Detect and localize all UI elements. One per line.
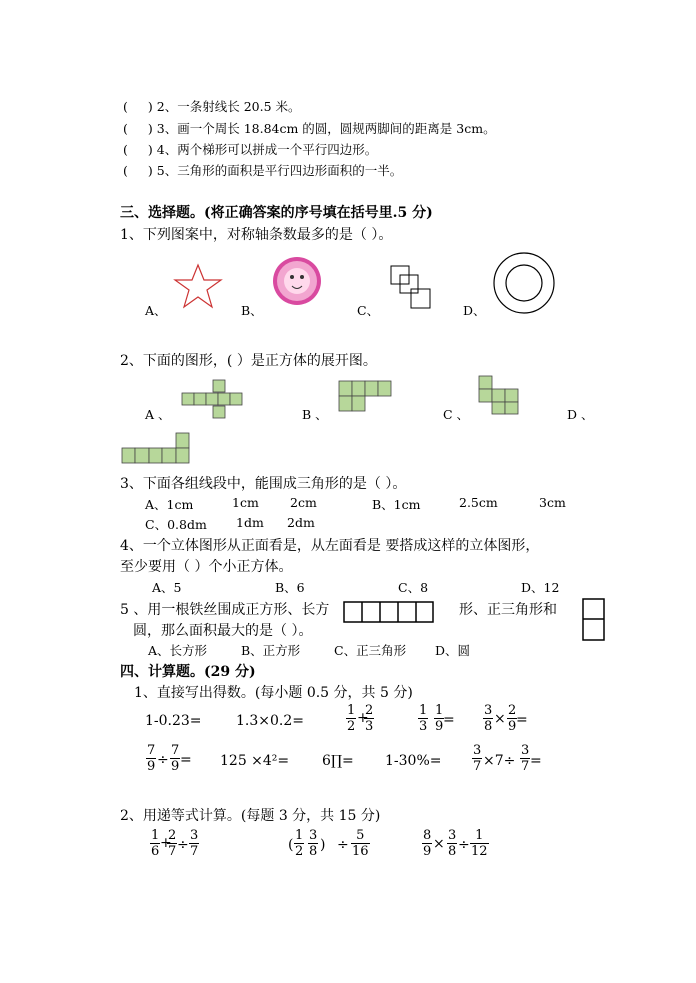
fraction: $\frac{7}{9}$: [147, 743, 156, 774]
question-2: 2、下面的图形，( ）是正方体的展开图。: [120, 353, 377, 369]
judge-item: ( ) 5、三角形的面积是平行四边形面积的一半。: [123, 163, 403, 178]
option-label[interactable]: A、长方形: [148, 643, 208, 658]
fraction: $\frac{1}{2}$: [347, 703, 356, 734]
answer-blank[interactable]: (: [123, 121, 128, 136]
operator: (: [288, 837, 294, 853]
fraction: $\frac{3}{7}$: [473, 743, 482, 774]
option-label[interactable]: D、12: [521, 580, 560, 595]
operator: ×: [494, 711, 506, 727]
fraction: $\frac{2}{3}$: [365, 703, 374, 734]
option-label[interactable]: D、: [463, 303, 486, 318]
option-label[interactable]: D 、: [567, 407, 594, 422]
question-4-line2: 至少要用（ ）个小正方体。: [120, 559, 293, 575]
fraction: $\frac{3}{8}$: [448, 828, 457, 859]
option-label[interactable]: C 、: [443, 407, 470, 422]
operator: ×7÷: [483, 753, 516, 769]
rectangle-of-squares-icon: [343, 601, 435, 623]
option-value: 3cm: [539, 495, 566, 510]
expression: 125 ×4²=: [220, 753, 290, 769]
fraction: $\frac{1}{3}$: [419, 703, 428, 734]
operator: ÷: [177, 837, 189, 853]
question-1: 1、下列图案中，对称轴条数最多的是（ ）。: [120, 227, 393, 243]
option-label[interactable]: D、圆: [435, 643, 471, 658]
cube-net-b: [338, 380, 394, 412]
operator: =: [530, 753, 542, 769]
expression: 1-30%=: [385, 753, 442, 769]
judge-item: ( ) 4、两个梯形可以拼成一个平行四边形。: [123, 142, 378, 157]
star-icon: [172, 263, 224, 309]
judge-item: ( ) 3、画一个周长 18.84cm 的圆，圆规两脚间的距离是 3cm。: [123, 121, 496, 136]
option-label[interactable]: B、: [241, 303, 263, 318]
fraction: $\frac{3}{8}$: [309, 828, 318, 859]
question-4-line1: 4、一个立体图形从正面看是，从左面看是 要搭成这样的立体图形，: [120, 538, 540, 554]
option-value: 2.5cm: [459, 495, 498, 510]
option-label[interactable]: C、: [357, 303, 380, 318]
expression: 1.3×0.2=: [236, 713, 304, 729]
option-label[interactable]: A、5: [152, 580, 182, 595]
option-label[interactable]: B、1cm: [372, 497, 421, 512]
fraction: $\frac{2}{9}$: [508, 703, 517, 734]
cube-net-d: [121, 432, 191, 465]
lion-face-icon: [272, 256, 322, 306]
option-label[interactable]: C、正三角形: [334, 643, 407, 658]
operator: ×: [433, 836, 445, 852]
operator: ÷: [337, 837, 349, 853]
operator: +: [357, 710, 369, 726]
fraction: $\frac{1}{9}$: [435, 703, 444, 734]
option-value: 1dm: [236, 515, 264, 530]
operator: ÷: [157, 752, 169, 768]
operator: ): [320, 837, 326, 853]
option-value: 2dm: [287, 515, 315, 530]
answer-blank[interactable]: (: [123, 142, 128, 157]
fraction: $\frac{3}{7}$: [190, 828, 199, 859]
fraction: $\frac{1}{6}$: [151, 828, 160, 859]
expression: 6∏=: [322, 753, 354, 769]
vertical-two-squares-icon: [582, 598, 606, 642]
option-label[interactable]: C、8: [398, 580, 429, 595]
option-value: 2cm: [290, 495, 317, 510]
question-3: 3、下面各组线段中，能围成三角形的是（ ）。: [120, 476, 407, 492]
fraction: $\frac{5}{16}$: [352, 828, 369, 859]
subsection-title: 2、用递等式计算。(每题 3 分，共 15 分): [120, 808, 381, 824]
operator: +: [160, 835, 172, 851]
question-5-line1b: 形、正三角形和: [459, 602, 557, 618]
subsection-title: 1、直接写出得数。(每小题 0.5 分，共 5 分): [134, 685, 413, 701]
question-5-line2: 圆，那么面积最大的是（ ）。: [133, 623, 313, 639]
fraction: $\frac{7}{9}$: [171, 743, 180, 774]
fraction: $\frac{3}{7}$: [521, 743, 530, 774]
concentric-circles-icon: [492, 251, 556, 315]
operator: ÷: [458, 837, 470, 853]
fraction: $\frac{3}{8}$: [484, 703, 493, 734]
section-title: 三、选择题。(将正确答案的序号填在括号里.5 分): [120, 205, 433, 221]
section-title: 四、计算题。(29 分): [120, 664, 256, 680]
question-5-line1a: 5 、用一根铁丝围成正方形、长方: [120, 602, 330, 618]
overlapping-squares-icon: [390, 265, 432, 310]
option-label[interactable]: A、: [145, 303, 167, 318]
cube-net-a: [181, 379, 245, 419]
cube-net-c: [478, 375, 520, 415]
option-label[interactable]: A、1cm: [145, 497, 194, 512]
option-label[interactable]: A 、: [145, 407, 171, 422]
fraction: $\frac{1}{12}$: [471, 828, 488, 859]
option-value: 1cm: [232, 495, 259, 510]
operator: =: [180, 752, 192, 768]
fraction: $\frac{8}{9}$: [423, 828, 432, 859]
option-label[interactable]: B、正方形: [241, 643, 301, 658]
judge-item: ( ) 2、一条射线长 20.5 米。: [123, 99, 301, 114]
answer-blank[interactable]: (: [123, 99, 128, 114]
option-label[interactable]: B 、: [302, 407, 328, 422]
option-label[interactable]: B、6: [275, 580, 305, 595]
operator: =: [443, 712, 455, 728]
operator: =: [516, 712, 528, 728]
fraction: $\frac{2}{7}$: [168, 828, 177, 859]
option-label[interactable]: C、0.8dm: [145, 517, 207, 532]
answer-blank[interactable]: (: [123, 163, 128, 178]
fraction: $\frac{1}{2}$: [295, 828, 304, 859]
expression: 1-0.23=: [145, 713, 202, 729]
